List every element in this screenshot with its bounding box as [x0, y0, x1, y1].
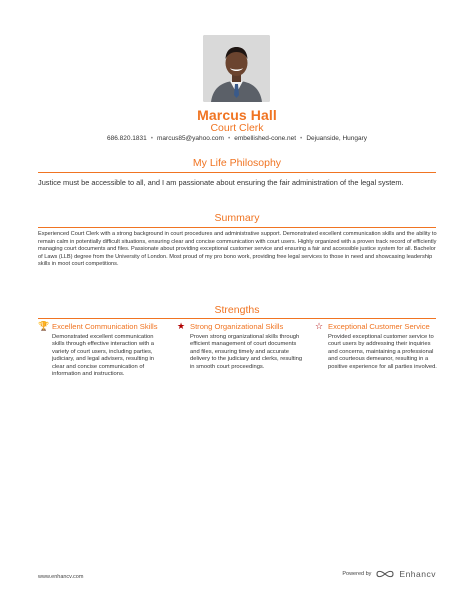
strength-description: Provided exceptional customer service to court users by addressing their inquiries and concerns, maintaining a professional and courteous demeanor, resulting in a positive experience for all parties involved. — [328, 333, 437, 370]
summary-heading: Summary — [214, 212, 260, 224]
powered-by-label: Powered by — [342, 571, 372, 577]
summary-text: Experienced Court Clerk with a strong background in court procedures and administrative support. Demonstrated excellent communication skills and the ability to remain calm in potentially difficult situations, ensuring clear and concise communication with court users. Highly organized with a proven track record of efficiently managing court documents and files. Passionate about providing exceptional customer service and ensuring a fair and accessible justice system for all. Bachelor of Laws (LLB) degree from the University of London. Most proud of my pro bono work, providing free legal services to those in need and showcasing leadership skills in moot court competitions. — [38, 231, 437, 268]
website[interactable]: embellished-cone.net — [234, 135, 297, 142]
strength-description: Proven strong organizational skills through efficient management of court documents and files, ensuring timely and accurate delivery to the judiciary and clerks, resulting in smooth court proceedings. — [190, 333, 303, 370]
strength-item — [38, 322, 166, 379]
strength-title: Excellent Communication Skills — [52, 322, 158, 331]
star-outline-icon: ☆ — [314, 321, 324, 331]
footer-site-link[interactable]: www.enhancv.com — [38, 574, 84, 580]
portrait-image — [203, 35, 270, 102]
summary-divider — [38, 227, 436, 228]
brand-name: Enhancv — [399, 569, 436, 579]
philosophy-divider — [38, 172, 436, 173]
separator-dot: • — [150, 135, 154, 142]
philosophy-heading: My Life Philosophy — [192, 157, 282, 169]
contact-line — [0, 135, 474, 142]
separator-dot: • — [227, 135, 231, 142]
strength-description: Demonstrated excellent communication skills through effective interaction with a variety of court users, including parties, judiciary, and legal advisers, resulting in clear and concise communication of information and instructions. — [52, 333, 155, 378]
strength-title: Exceptional Customer Service — [328, 322, 430, 331]
enhancv-logo-icon — [376, 569, 394, 579]
profile-photo — [203, 35, 270, 102]
candidate-name: Marcus Hall — [197, 107, 277, 123]
email[interactable]: marcus85@yahoo.com — [157, 135, 224, 142]
strength-item — [314, 322, 438, 371]
candidate-role: Court Clerk — [210, 122, 264, 134]
footer-branding — [342, 569, 436, 579]
strengths-heading: Strengths — [214, 304, 260, 316]
separator-dot: • — [300, 135, 303, 142]
star-filled-icon: ★ — [176, 321, 186, 331]
strength-item — [176, 322, 304, 371]
philosophy-text: Justice must be accessible to all, and I am passionate about ensuring the fair administration of the legal system. — [38, 178, 404, 187]
strengths-divider — [38, 318, 436, 319]
phone[interactable]: 686.820.1831 — [106, 135, 147, 142]
trophy-icon: 🏆 — [38, 321, 50, 331]
location: Dejuanside, Hungary — [306, 135, 368, 142]
strength-title: Strong Organizational Skills — [190, 322, 284, 331]
